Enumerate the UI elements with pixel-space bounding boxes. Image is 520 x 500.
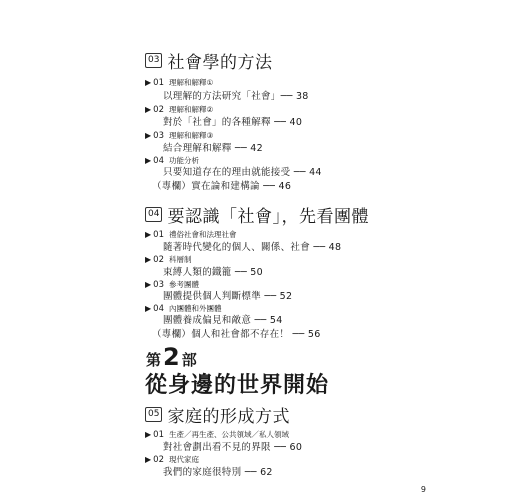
chapter-number-box: 05 (145, 407, 162, 422)
section-number: 02 (153, 104, 164, 115)
section-number: 04 (153, 155, 164, 166)
part-prefix: 第 (146, 351, 162, 369)
section-label: 科層制 (168, 255, 192, 264)
triangle-bullet-icon: ▶ (145, 304, 152, 313)
section-header (145, 77, 213, 88)
section-label: 現代家庭 (168, 455, 199, 464)
triangle-bullet-icon: ▶ (145, 78, 152, 87)
part-title: 從身邊的世界開始 (145, 373, 330, 398)
triangle-bullet-icon: ▶ (145, 455, 152, 464)
section-number: 01 (153, 77, 164, 88)
section-number: 04 (153, 303, 164, 314)
section-label: 參考團體 (168, 280, 199, 289)
triangle-bullet-icon: ▶ (145, 105, 152, 114)
toc-entry-link[interactable]: 隨著時代變化的個人、關係、社會 ── 48 (163, 242, 342, 253)
column-entry-link[interactable]: （專欄）實在論和建構論 ── 46 (152, 181, 292, 192)
toc-entry-link[interactable]: 團體提供個人判斷標準 ── 52 (163, 291, 293, 302)
toc-entry-link[interactable]: 對於「社會」的各種解釋 ── 40 (163, 117, 303, 128)
chapter-number-box: 03 (145, 53, 162, 68)
toc-entry-link[interactable]: 束縛人類的鐵籠 ── 50 (163, 267, 263, 278)
chapter-title: 要認識「社會」，先看團體 (167, 206, 369, 227)
toc-entry-link[interactable]: 對社會劃出看不見的界限 ── 60 (163, 442, 303, 453)
toc-entry-link[interactable]: 以理解的方法研究「社會」── 38 (163, 91, 309, 102)
toc-entry-link[interactable]: 我們的家庭很特別 ── 62 (163, 467, 273, 478)
section-label: 功能分析 (168, 156, 199, 165)
chapter-title: 社會學的方法 (167, 52, 273, 73)
section-number: 03 (153, 130, 164, 141)
triangle-bullet-icon: ▶ (145, 430, 152, 439)
chapter-heading (145, 202, 369, 226)
toc-entry-link[interactable]: 結合理解和解釋 ── 42 (163, 143, 263, 154)
part-label (146, 343, 197, 371)
section-label: 理解和解釋③ (168, 131, 214, 140)
triangle-bullet-icon: ▶ (145, 156, 152, 165)
chapter-number-box: 04 (145, 207, 162, 222)
section-label: 理解和解釋② (168, 105, 214, 114)
section-label: 禮俗社會和法理社會 (168, 230, 237, 239)
part-suffix: 部 (181, 351, 197, 369)
chapter-title: 家庭的形成方式 (167, 406, 290, 427)
section-number: 01 (153, 429, 164, 440)
toc-entry-link[interactable]: 團體養成偏見和敵意 ── 54 (163, 315, 283, 326)
page-number: 9 (420, 485, 426, 494)
toc-entry-link[interactable]: 只要知道存在的理由就能接受 ── 44 (163, 167, 322, 178)
chapter-heading (145, 48, 272, 72)
triangle-bullet-icon: ▶ (145, 131, 152, 140)
section-number: 03 (153, 279, 164, 290)
section-label: 理解和解釋① (168, 78, 214, 87)
column-entry-link[interactable]: （專欄）個人和社會都不存在！ ── 56 (152, 329, 321, 340)
triangle-bullet-icon: ▶ (145, 280, 152, 289)
section-label: 內團體和外團體 (168, 304, 222, 313)
part-number: 2 (163, 343, 180, 371)
triangle-bullet-icon: ▶ (145, 230, 152, 239)
section-number: 01 (153, 229, 164, 240)
section-number: 02 (153, 254, 164, 265)
chapter-heading (145, 402, 290, 426)
triangle-bullet-icon: ▶ (145, 255, 152, 264)
section-label: 生產／再生產、公共領域／私人領域 (168, 430, 289, 439)
section-number: 02 (153, 454, 164, 465)
